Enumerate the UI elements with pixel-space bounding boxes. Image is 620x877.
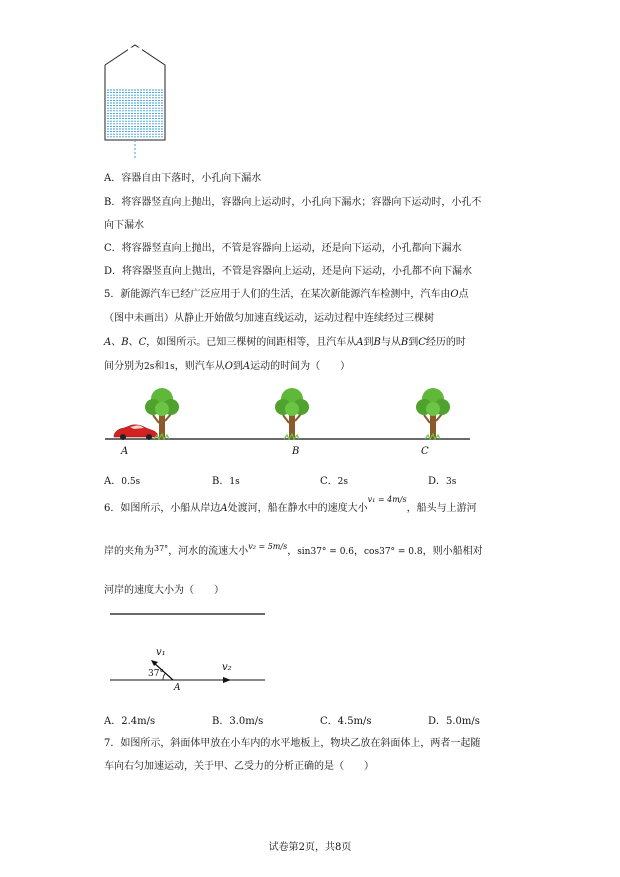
q6-line-1: 6．如图所示，小船从岸边A处渡河，船在静水中的速度大小$^{v_1 = 4m/s}$，船头与上游河 bbox=[104, 495, 477, 514]
q4-option-b: B．将容器竖直向上抛出，容器向上运动时，小孔向下漏水；容器向下运动时，小孔不 bbox=[104, 197, 482, 208]
point-a-label: A bbox=[121, 446, 129, 457]
q4-option-a: A．容器自由下落时，小孔向下漏水 bbox=[104, 173, 262, 184]
q5-line-2: （图中未画出）从静止开始做匀加速直线运动，运动过程中连续经过三棵树 bbox=[104, 313, 434, 324]
container-figure bbox=[100, 40, 170, 160]
tree bbox=[416, 388, 450, 439]
q6-option-d: D．5.0m/s bbox=[428, 716, 480, 727]
q5-line-1: 5．新能源汽车已经广泛应用于人们的生活，在某次新能源汽车检测中，汽车由O点 bbox=[104, 289, 469, 300]
q5-line-3: A、B、C，如图所示。已知三棵树的间距相等，且汽车从A到B与从B到C经历的时 bbox=[104, 337, 466, 348]
v1-label: v₁ bbox=[156, 647, 166, 658]
angle-label: 37° bbox=[148, 669, 164, 679]
q6-option-a: A．2.4m/s bbox=[104, 716, 156, 727]
q6-line-2: 岸的夹角为$^{37^\circ}$，河水的流速大小$^{v_2 = 5m/s}$，sin37° = 0.6，cos37° = 0.8，则小船相对 bbox=[104, 542, 483, 557]
q4-option-c: C．将容器竖直向上抛出，不管是容器向上运动，还是向下运动，小孔都向下漏水 bbox=[104, 243, 462, 254]
tree bbox=[275, 388, 309, 439]
q7-line-2: 车向右匀加速运动，关于甲、乙受力的分析正确的是（ ） bbox=[104, 761, 374, 772]
river-figure bbox=[105, 608, 270, 693]
road-trees-figure bbox=[100, 385, 475, 455]
point-c-label: C bbox=[421, 446, 429, 457]
q5-option-c: C．2s bbox=[320, 476, 349, 487]
q5-option-d: D．3s bbox=[428, 476, 457, 487]
point-b-label: B bbox=[292, 446, 300, 457]
point-a-river-label: A bbox=[174, 683, 181, 693]
q4-option-d: D．将容器竖直向上抛出，不管是容器向上运动，还是向下运动，小孔都不向下漏水 bbox=[104, 266, 473, 277]
q5-option-b: B．1s bbox=[212, 476, 240, 487]
red-car bbox=[114, 425, 158, 440]
q7-line-1: 7．如图所示，斜面体甲放在小车内的水平地板上，物块乙放在斜面体上，两者一起随 bbox=[104, 738, 481, 749]
q5-line-4: 间分别为2s和1s，则汽车从O到A运动的时间为（ ） bbox=[104, 361, 351, 372]
page-footer: 试卷第2页，共8页 bbox=[268, 842, 352, 853]
q5-option-a: A．0.5s bbox=[104, 476, 141, 487]
trees-group bbox=[145, 388, 450, 439]
q6-option-b: B．3.0m/s bbox=[212, 716, 264, 727]
q6-line-3: 河岸的速度大小为（ ） bbox=[104, 585, 224, 596]
v2-label: v₂ bbox=[222, 662, 232, 673]
v2-arrow bbox=[223, 677, 231, 683]
q6-option-c: C．4.5m/s bbox=[320, 716, 372, 727]
q4-option-b-continued: 向下漏水 bbox=[104, 220, 144, 231]
water-fill bbox=[107, 90, 163, 137]
